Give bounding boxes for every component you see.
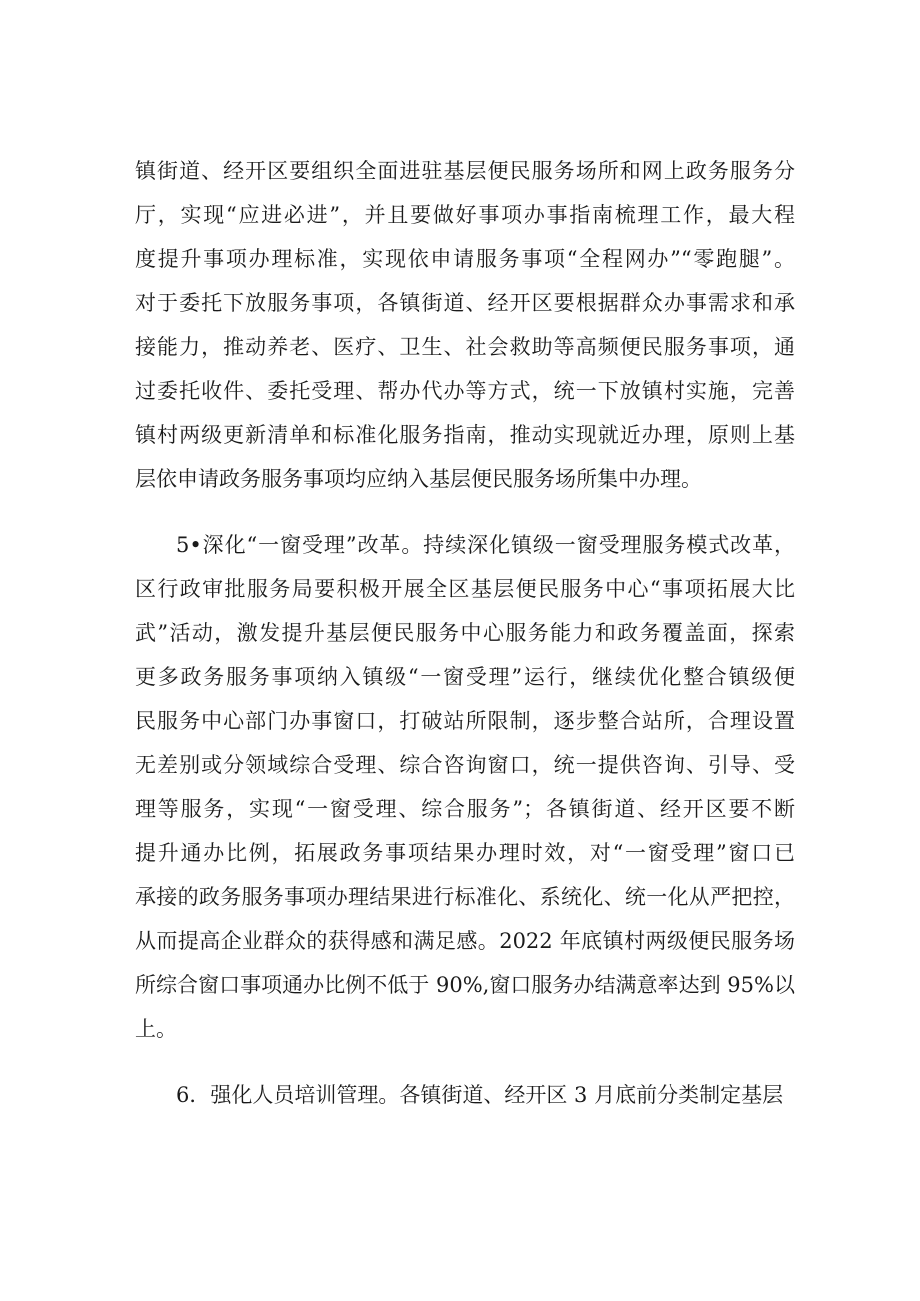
text-line: 上。 [135,1017,177,1041]
text-line: 承接的政务服务事项办理结果进行标准化、系统化、统一化从严把控， [135,885,795,909]
text-line: 更多政务服务事项纳入镇级“一窗受理”运行，继续优化整合镇级便 [135,665,795,689]
paragraph-heading-line: 5•深化“一窗受理”改革。持续深化镇级一窗受理服务模式改革， [176,533,795,557]
paragraph-heading-line: 6．强化人员培训管理。各镇街道、经开区 3 月底前分类制定基层 [176,1083,784,1107]
text-line: 接能力，推动养老、医疗、卫生、社会救助等高频便民服务事项，通 [135,335,795,359]
text-line: 武”活动，激发提升基层便民服务中心服务能力和政务覆盖面，探索 [135,621,795,645]
text-line: 厅，实现“应进必进”，并且要做好事项办事指南梳理工作，最大程 [135,203,795,227]
text-line: 从而提高企业群众的获得感和满足感。2022 年底镇村两级便民服务场 [135,929,795,953]
text-line: 所综合窗口事项通办比例不低于 90%,窗口服务办结满意率达到 95%以 [135,973,796,997]
text-line: 镇街道、经开区要组织全面进驻基层便民服务场所和网上政务服务分 [135,159,795,183]
text-line: 无差别或分领域综合受理、综合咨询窗口，统一提供咨询、引导、受 [135,753,795,777]
text-line: 理等服务，实现“一窗受理、综合服务”；各镇街道、经开区要不断 [135,797,795,821]
text-line: 区行政审批服务局要积极开展全区基层便民服务中心“事项拓展大比 [135,577,795,601]
text-line: 度提升事项办理标准，实现依申请服务事项“全程网办”“零跑腿”。 [135,247,795,271]
text-line: 层依申请政务服务事项均应纳入基层便民服务场所集中办理。 [135,467,702,491]
text-line: 民服务中心部门办事窗口，打破站所限制，逐步整合站所，合理设置 [135,709,795,733]
text-line: 过委托收件、委托受理、帮办代办等方式，统一下放镇村实施，完善 [135,379,795,403]
text-line: 对于委托下放服务事项，各镇街道、经开区要根据群众办事需求和承 [135,291,795,315]
text-line: 镇村两级更新清单和标准化服务指南，推动实现就近办理，原则上基 [135,423,795,447]
text-line: 提升通办比例，拓展政务事项结果办理时效，对“一窗受理”窗口已 [135,841,795,865]
